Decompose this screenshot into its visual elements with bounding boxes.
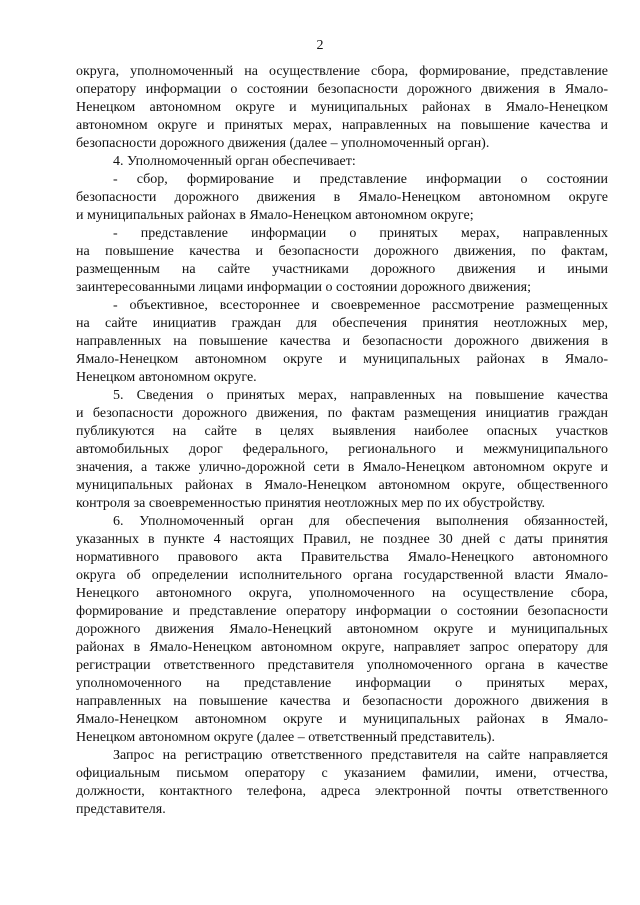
paragraph xyxy=(76,387,608,513)
text-line: указанных в пункте 4 настоящих Правил, не позднее 30 дней с даты принятия xyxy=(76,532,608,547)
text-line: оператору информации о состоянии безопасности дорожного движения в Ямало- xyxy=(76,82,608,97)
text-line: районах в Ямало-Ненецком автономном округе, направляет запрос оператору для xyxy=(76,640,608,655)
text-line: автомобильных дорог федерального, регионального и межмуниципального xyxy=(76,442,608,457)
text-line: формирование и представление оператору информации о состоянии безопасности xyxy=(76,604,608,619)
text-line: безопасности дорожного движения (далее – уполномоченный орган). xyxy=(76,136,490,151)
text-line: Ненецком автономном округе. xyxy=(76,370,257,385)
text-line: Ямало-Ненецком автономном округе и муниципальных районах в Ямало- xyxy=(76,712,608,727)
text-line: направленных на повышение качества и безопасности дорожного движения в xyxy=(76,694,608,709)
paragraph xyxy=(76,225,608,297)
text-line: 6. Уполномоченный орган для обеспечения выполнения обязанностей, xyxy=(113,514,608,529)
page-number: 2 xyxy=(316,38,324,53)
text-line: и безопасности дорожного движения, по фактам размещения инициатив граждан xyxy=(76,406,608,421)
text-line: контроля за своевременностью принятия неотложных мер по их обустройству. xyxy=(76,496,546,511)
text-line: регистрации ответственного представителя уполномоченного органа в качестве xyxy=(76,658,608,673)
text-line: безопасности дорожного движения в Ямало-Ненецком автономном округе xyxy=(76,190,608,205)
text-line: нормативного правового акта Правительства Ямало-Ненецкого автономного xyxy=(76,550,608,565)
text-line: размещенным на сайте участниками дорожного движения и иными xyxy=(76,262,608,277)
text-line: 4. Уполномоченный орган обеспечивает: xyxy=(113,154,356,169)
text-line: Ненецкого автономного округа, уполномоченного на осуществление сбора, xyxy=(76,586,608,601)
paragraph xyxy=(76,171,608,225)
text-line: Запрос на регистрацию ответственного представителя на сайте направляется xyxy=(113,748,608,763)
text-line: - объективное, всестороннее и своевременное рассмотрение размещенных xyxy=(113,298,608,313)
text-line: представителя. xyxy=(76,802,166,817)
text-line: муниципальных районах в Ямало-Ненецком автономном округе, общественного xyxy=(76,478,608,493)
paragraph xyxy=(76,297,608,387)
paragraph xyxy=(76,513,608,747)
text-line: публикуются на сайте в целях выявления наиболее опасных участков xyxy=(76,424,608,439)
text-line: Ненецком автономном округе и муниципальных районах в Ямало-Ненецком xyxy=(76,100,608,115)
text-line: Ненецком автономном округе (далее – ответственный представитель). xyxy=(76,730,495,745)
text-line: округа об определении исполнительного органа государственной власти Ямало- xyxy=(76,568,608,583)
text-line: и муниципальных районах в Ямало-Ненецком автономном округе; xyxy=(76,208,474,223)
text-line: дорожного движения Ямало-Ненецкий автономном округе и муниципальных xyxy=(76,622,608,637)
text-line: официальным письмом оператору с указанием фамилии, имени, отчества, xyxy=(76,766,608,781)
text-line: Ямало-Ненецком автономном округе и муниципальных районах в Ямало- xyxy=(76,352,608,367)
text-line: должности, контактного телефона, адреса электронной почты ответственного xyxy=(76,784,608,799)
text-line: на сайте инициатив граждан для обеспечения принятия неотложных мер, xyxy=(76,316,608,331)
document-body xyxy=(76,63,608,819)
text-line: на повышение качества и безопасности дорожного движения, по фактам, xyxy=(76,244,608,259)
paragraph xyxy=(76,747,608,819)
paragraph xyxy=(76,153,608,171)
paragraph xyxy=(76,63,608,153)
text-line: заинтересованными лицами информации о состоянии дорожного движения; xyxy=(76,280,531,295)
text-line: значения, а также улично-дорожной сети в Ямало-Ненецком автономном округе и xyxy=(76,460,608,475)
text-line: - сбор, формирование и представление информации о состоянии xyxy=(113,172,608,187)
text-line: 5. Сведения о принятых мерах, направленных на повышение качества xyxy=(113,388,608,403)
text-line: уполномоченного на представление информации о принятых мерах, xyxy=(76,676,608,691)
text-line: направленных на повышение качества и безопасности дорожного движения в xyxy=(76,334,608,349)
text-line: автономном округе и принятых мерах, направленных на повышение качества и xyxy=(76,118,608,133)
text-line: округа, уполномоченный на осуществление сбора, формирование, представление xyxy=(76,64,608,79)
text-line: - представление информации о принятых мерах, направленных xyxy=(113,226,608,241)
